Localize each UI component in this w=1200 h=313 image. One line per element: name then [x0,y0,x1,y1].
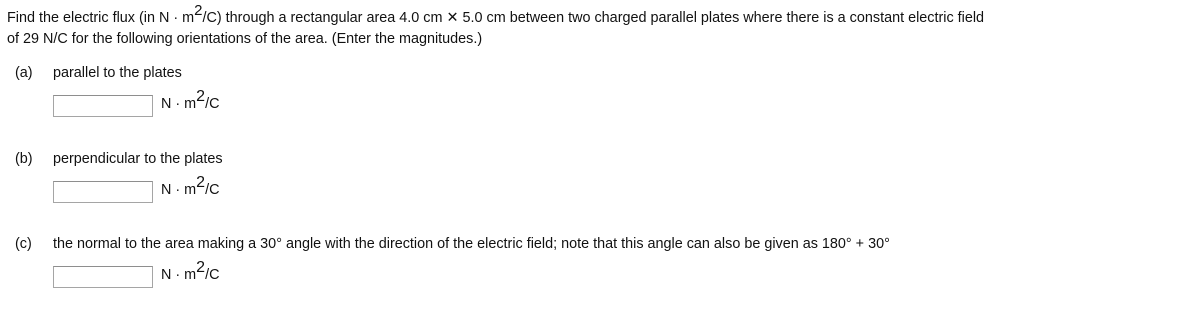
part-b-unit-exponent: 2 [196,174,206,192]
question-text [7,2,1195,50]
question-unit-exponent: 2 [194,2,203,20]
part-a-answer-input[interactable] [53,95,153,117]
part-a-letter: (a) [15,65,33,81]
part-c-text: the normal to the area making a 30° angle with the direction of the electric field; note that this angle can also be given as 180° + 30° [53,236,890,252]
part-b-units [161,174,220,198]
part-b-unit-base: N · m [161,182,197,198]
part-b-unit-tail: /C [205,182,220,198]
part-b-answer-input[interactable] [53,181,153,203]
part-b-label [15,151,223,167]
part-c-units [161,259,220,283]
part-c-answer-input[interactable] [53,266,153,288]
question-line1-end: /C) through a rectangular area 4.0 cm ✕ 5.0 cm between two charged parallel plates where there is a constant electric field [202,10,985,26]
part-a-label [15,65,182,81]
part-b-text: perpendicular to the plates [53,151,223,167]
part-b-letter: (b) [15,151,33,167]
part-a-unit-base: N · m [161,96,197,112]
part-c-letter: (c) [15,236,32,252]
part-a-units [161,88,220,112]
part-c-unit-tail: /C [205,267,220,283]
part-a-unit-exponent: 2 [196,88,206,106]
part-a-unit-tail: /C [205,96,220,112]
part-c-unit-exponent: 2 [196,259,206,277]
question-line2: of 29 N/C for the following orientations of the area. (Enter the magnitudes.) [7,31,483,47]
part-a-text: parallel to the plates [53,65,182,81]
part-c-unit-base: N · m [161,267,197,283]
question-line1-start: Find the electric flux (in N · m [7,10,195,26]
part-c-label [15,236,890,252]
